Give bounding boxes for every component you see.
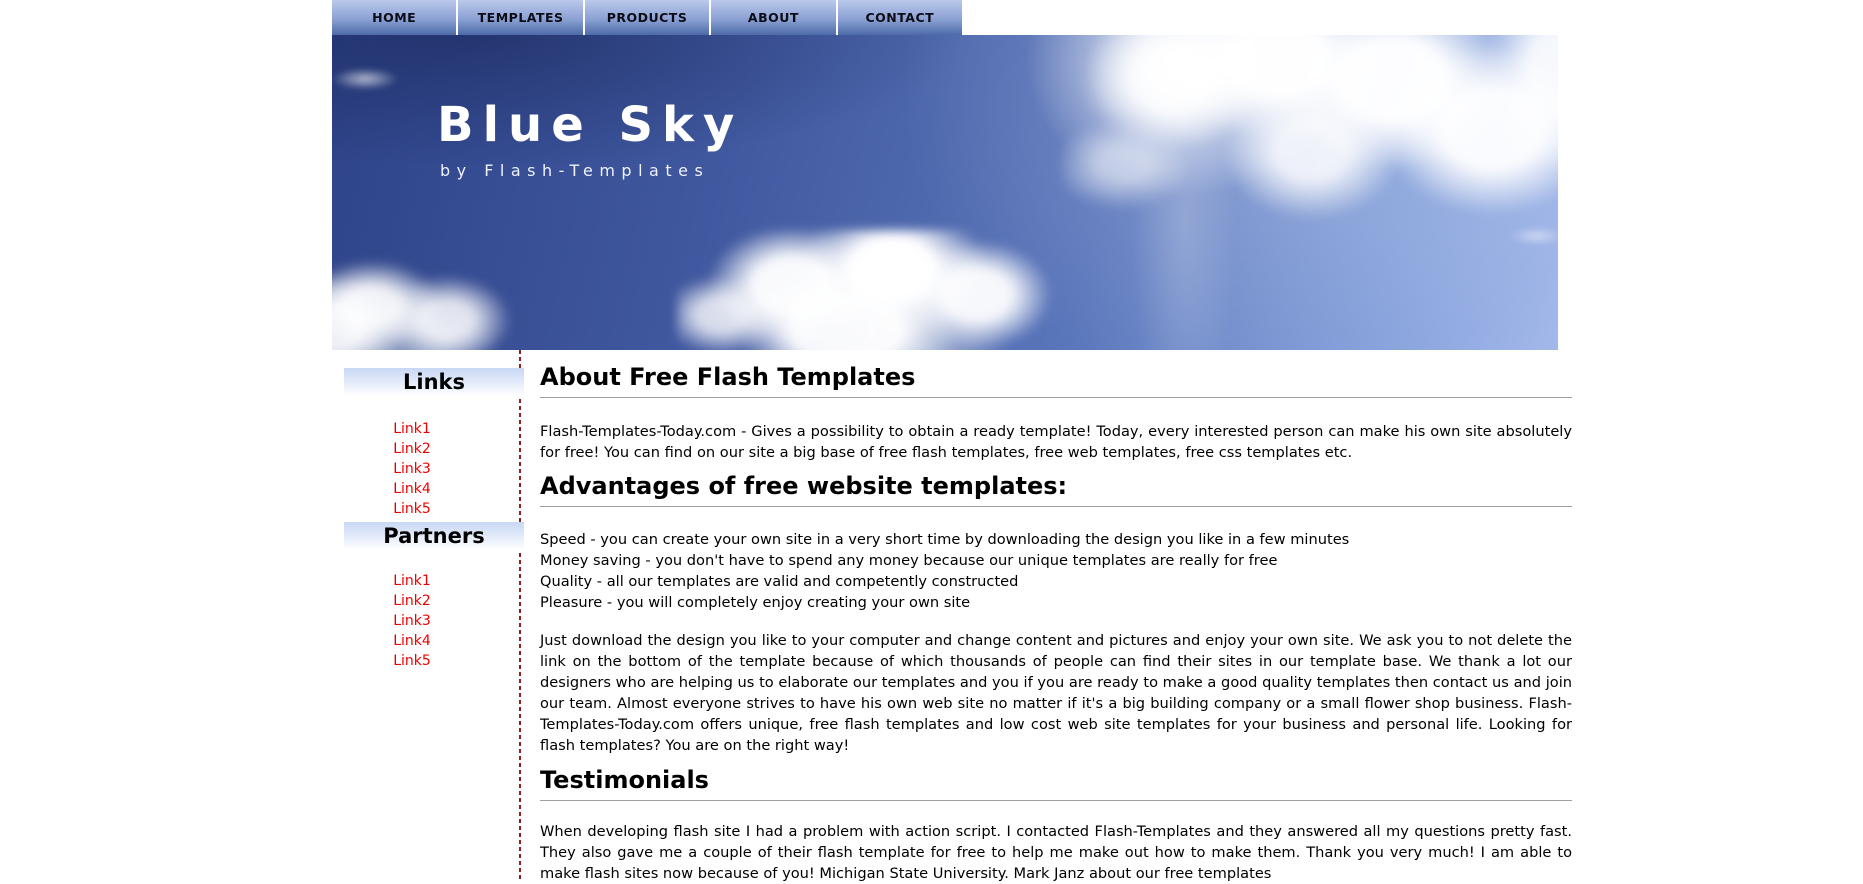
- section-heading-testimonials: Testimonials: [540, 756, 1572, 801]
- sidebar-heading-links: Links: [344, 368, 524, 396]
- partners-list: [344, 570, 480, 670]
- hero-banner: [332, 35, 1558, 350]
- nav-tab-products[interactable]: PRODUCTS: [585, 0, 711, 35]
- nav-tab-contact[interactable]: CONTACT: [838, 0, 962, 35]
- list-item: [344, 630, 480, 650]
- list-item: [344, 478, 480, 498]
- advantage-line-speed: Speed - you can create your own site in a very short time by downloading the design you like in a few minutes: [540, 531, 1350, 548]
- list-item: [344, 570, 480, 590]
- list-item: [344, 650, 480, 670]
- list-item: [344, 498, 480, 518]
- links-list: [344, 418, 480, 518]
- main-content: [540, 350, 1572, 884]
- sidebar: [344, 350, 524, 670]
- links-item-3[interactable]: Link3: [393, 461, 431, 477]
- site-subtitle: by Flash-Templates: [440, 161, 710, 180]
- partners-item-1[interactable]: Link1: [393, 573, 431, 589]
- nav-tab-home[interactable]: HOME: [332, 0, 458, 35]
- advantages-list: [540, 529, 1572, 613]
- advantage-line-quality: Quality - all our templates are valid and competently constructed: [540, 573, 1019, 590]
- section-heading-advantages: Advantages of free website templates:: [540, 463, 1572, 507]
- section-heading-about: About Free Flash Templates: [540, 350, 1572, 398]
- partners-item-5[interactable]: Link5: [393, 653, 431, 669]
- cloud-bottom-left: [332, 260, 537, 350]
- list-item: [344, 438, 480, 458]
- list-item: [344, 610, 480, 630]
- list-item: [344, 418, 480, 438]
- advantage-line-money: Money saving - you don't have to spend any money because our unique templates are really for free: [540, 552, 1278, 569]
- cloud-wisp-left: [332, 63, 407, 97]
- links-item-4[interactable]: Link4: [393, 481, 431, 497]
- links-item-2[interactable]: Link2: [393, 441, 431, 457]
- testimonials-paragraph: When developing flash site I had a problem with action script. I contacted Flash-Templates and they answered all my questions pretty fast. They also gave me a couple of their flash template for free to help me make out how to make them. Thank you very much! I am able to make flash sites now because of you! Michigan State University. Mark Janz about our free templates: [540, 823, 1572, 882]
- sidebar-heading-partners: Partners: [344, 522, 524, 550]
- advantage-line-pleasure: Pleasure - you will completely enjoy creating your own site: [540, 594, 971, 611]
- list-item: [344, 458, 480, 478]
- partners-item-3[interactable]: Link3: [393, 613, 431, 629]
- partners-item-4[interactable]: Link4: [393, 633, 431, 649]
- cloud-wisp-right: [1507, 223, 1558, 249]
- cloud-top-right: [1062, 35, 1558, 260]
- main-nav: [332, 0, 962, 35]
- links-item-5[interactable]: Link5: [393, 501, 431, 517]
- cloud-bottom-center: [677, 230, 1077, 350]
- partners-item-2[interactable]: Link2: [393, 593, 431, 609]
- list-item: [344, 590, 480, 610]
- advantages-paragraph: Just download the design you like to your computer and change content and pictures and enjoy your own site. We ask you to not delete the link on the bottom of the template because of which thousands of people can find their sites in our template base. We thank a lot our designers who are helping us to elaborate our templates and you if you are ready to make a good quality templates then contact us and join our team. Almost everyone strives to have his own web site no matter if it's a big building company or a small flower shop business. Flash-Templates-Today.com offers unique, free flash templates and low cost web site templates for your business and personal life. Looking for flash templates? You are on the right way!: [540, 632, 1572, 754]
- nav-tab-templates[interactable]: TEMPLATES: [458, 0, 584, 35]
- about-paragraph: Flash-Templates-Today.com - Gives a possibility to obtain a ready template! Today, every interested person can make his own site absolutely for free! You can find on our site a big base of free flash templates, free web templates, free css templates etc.: [540, 423, 1572, 461]
- nav-tab-about[interactable]: ABOUT: [711, 0, 837, 35]
- site-title: Blue Sky: [437, 97, 744, 153]
- links-item-1[interactable]: Link1: [393, 421, 431, 437]
